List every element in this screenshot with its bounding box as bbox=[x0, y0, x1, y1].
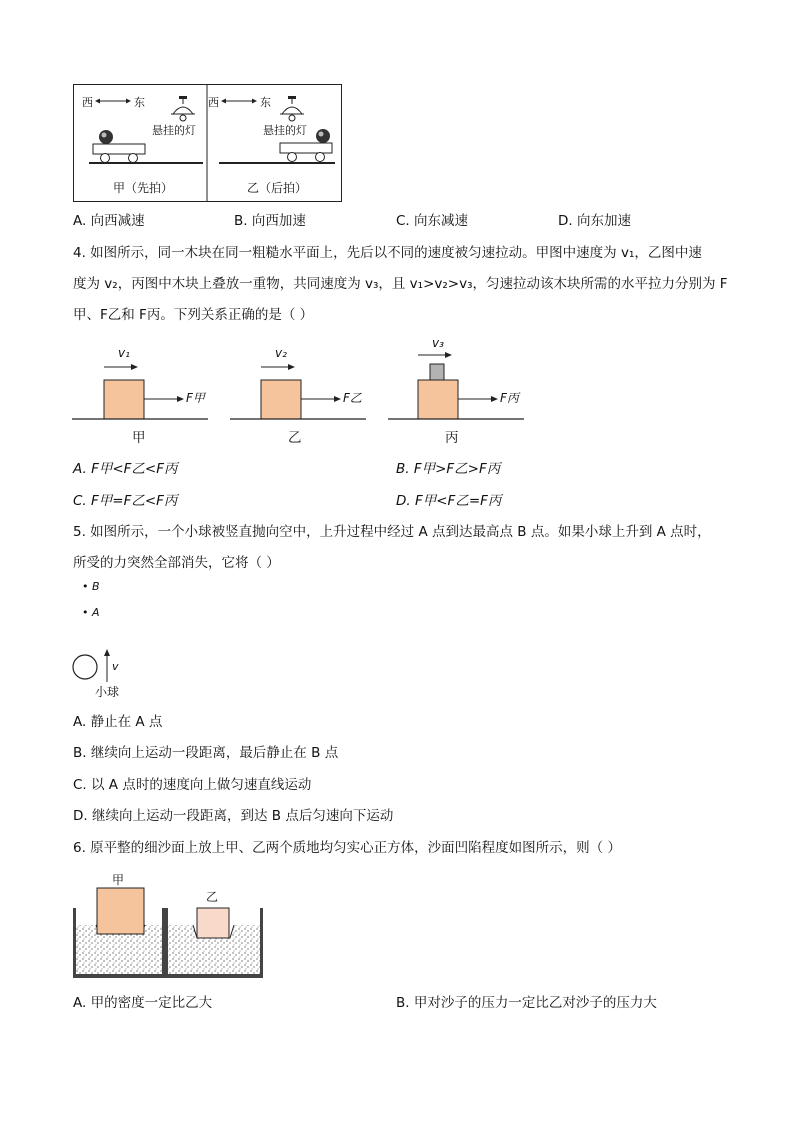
q5-figure bbox=[70, 578, 150, 703]
q6-option-b[interactable]: B. 甲对沙子的压力一定比乙对沙子的压力大 bbox=[396, 995, 657, 1011]
q4-option-c[interactable]: C. F甲=F乙<F丙 bbox=[73, 493, 178, 509]
q5-point-b: • B bbox=[82, 580, 100, 593]
q6-stem-line-1: 6. 原平整的细沙面上放上甲、乙两个质地均匀实心正方体，沙面凹陷程度如图所示，则（ ） bbox=[73, 840, 621, 856]
q5-ball-drawing bbox=[70, 648, 130, 684]
q3-east-label-2: 东 bbox=[260, 96, 271, 109]
q4-f2-label: F乙 bbox=[343, 391, 362, 405]
q5-stem-line-2: 所受的力突然全部消失，它将（ ） bbox=[73, 555, 280, 571]
q3-option-c[interactable]: C. 向东减速 bbox=[396, 213, 469, 229]
q5-stem-line-1: 5. 如图所示，一个小球被竖直抛向空中，上升过程中经过 A 点到达最高点 B 点。如果小球上升到 A 点时， bbox=[73, 524, 711, 540]
q3-lamp-label-2: 悬挂的灯 bbox=[263, 124, 307, 137]
q3-figure bbox=[73, 84, 343, 202]
q5-v-label: v bbox=[112, 660, 119, 673]
q4-figure bbox=[70, 338, 530, 450]
q3-option-b[interactable]: B. 向西加速 bbox=[234, 213, 306, 229]
q5-option-d[interactable]: D. 继续向上运动一段距离，到达 B 点后匀速向下运动 bbox=[73, 808, 394, 824]
q5-option-b[interactable]: B. 继续向上运动一段距离，最后静止在 B 点 bbox=[73, 745, 339, 761]
q4-option-d[interactable]: D. F甲<F乙=F丙 bbox=[396, 493, 502, 509]
q3-east-label: 东 bbox=[134, 96, 145, 109]
q4-f1-label: F甲 bbox=[186, 391, 205, 405]
q6-figure bbox=[70, 868, 270, 983]
q5-point-a: • A bbox=[82, 606, 100, 619]
q5-option-a[interactable]: A. 静止在 A 点 bbox=[73, 714, 163, 730]
q4-caption-1: 甲 bbox=[132, 430, 146, 446]
q3-option-d[interactable]: D. 向东加速 bbox=[558, 213, 631, 229]
q3-west-label: 西 bbox=[82, 96, 93, 109]
q6-option-a[interactable]: A. 甲的密度一定比乙大 bbox=[73, 995, 213, 1011]
q3-lamp-label: 悬挂的灯 bbox=[152, 124, 196, 137]
q5-ball-label: 小球 bbox=[95, 685, 120, 699]
q3-option-a[interactable]: A. 向西减速 bbox=[73, 213, 145, 229]
q4-stem-line-2: 度为 v₂，丙图中木块上叠放一重物，共同速度为 v₃，且 v₁>v₂>v₃，匀速拉动该木块所需的水平拉力分别为 F bbox=[73, 276, 728, 292]
q6-figure-drawing bbox=[70, 868, 270, 983]
q6-label-yi: 乙 bbox=[206, 890, 219, 904]
q4-option-b[interactable]: B. F甲>F乙>F丙 bbox=[396, 461, 501, 477]
q4-caption-2: 乙 bbox=[288, 430, 302, 446]
q4-v2-label: v₂ bbox=[275, 346, 287, 360]
q3-left-caption: 甲（先拍） bbox=[113, 181, 174, 195]
q3-west-label-2: 西 bbox=[208, 96, 219, 109]
q4-caption-3: 丙 bbox=[445, 430, 459, 446]
q4-f3-label: F丙 bbox=[500, 391, 519, 405]
q3-right-caption: 乙（后拍） bbox=[247, 181, 308, 195]
q5-option-c[interactable]: C. 以 A 点时的速度向上做匀速直线运动 bbox=[73, 777, 312, 793]
q4-option-a[interactable]: A. F甲<F乙<F丙 bbox=[73, 461, 178, 477]
q4-stem-line-1: 4. 如图所示，同一木块在同一粗糙水平面上，先后以不同的速度被匀速拉动。甲图中速度为 v₁，乙图中速 bbox=[73, 245, 702, 261]
q4-v3-label: v₃ bbox=[432, 336, 444, 350]
q6-label-jia: 甲 bbox=[112, 873, 125, 887]
q4-v1-label: v₁ bbox=[118, 346, 130, 360]
q4-stem-line-3: 甲、F乙和 F丙。下列关系正确的是（ ） bbox=[73, 307, 314, 323]
